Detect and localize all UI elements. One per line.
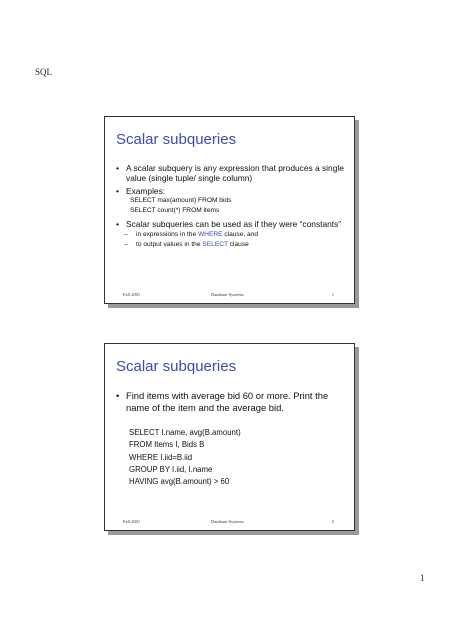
footer-date: Fall 2001	[123, 292, 141, 297]
dash-icon: –	[124, 231, 128, 238]
bullet-icon: •	[116, 219, 119, 229]
bullet-list	[116, 390, 344, 414]
page-header: SQL	[35, 67, 53, 77]
code-line: HAVING avg(B.amount) > 60	[129, 477, 230, 487]
bullet-item	[116, 163, 344, 183]
dash-icon: –	[124, 241, 128, 248]
sub-bullet-suffix: clause, and	[222, 231, 259, 238]
sub-bullet	[116, 230, 344, 240]
bullet-icon: •	[116, 390, 120, 401]
bullet-item	[116, 219, 344, 229]
sub-bullet-suffix: clause	[227, 241, 249, 248]
slide-1	[104, 116, 355, 304]
footer-slide-number: 2	[331, 519, 334, 524]
code-line: WHERE I.iid=B.iid	[129, 452, 193, 462]
sql-keyword: SELECT	[202, 241, 228, 248]
slide-title: Scalar subqueries	[116, 358, 237, 375]
page-number: 1	[420, 573, 425, 583]
sub-bullet-prefix: in expressions in the	[136, 231, 198, 238]
bullet-text: Examples:	[126, 186, 166, 196]
footer-date: Fall 2001	[123, 519, 141, 524]
code-line: SELECT I.name, avg(B.amount)	[129, 428, 241, 437]
footer-course: Database Systems	[211, 292, 244, 297]
bullet-text: Find items with average bid 60 or more. Print the name of the item and the average bid.	[126, 390, 329, 413]
sql-code-block	[129, 427, 241, 488]
bullet-item	[116, 186, 344, 196]
code-line: FROM Items I, Bids B	[129, 440, 205, 450]
slide-title: Scalar subqueries	[116, 131, 237, 148]
bullet-text: A scalar subquery is any expression that produces a single value (single tuple/ single column)	[126, 163, 344, 183]
code-line: SELECT count(*) FROM items	[130, 207, 220, 214]
footer-slide-number: 1	[331, 292, 334, 297]
sql-keyword: WHERE	[197, 231, 223, 238]
code-line: SELECT max(amount) FROM bids	[130, 197, 232, 204]
footer-course: Database Systems	[211, 519, 244, 524]
sub-bullet	[116, 240, 344, 250]
bullet-icon: •	[116, 163, 119, 173]
bullet-text: Scalar subqueries can be used as if they were “constants”	[126, 219, 342, 229]
bullet-list	[116, 163, 344, 250]
bullet-icon: •	[116, 186, 119, 196]
code-line: GROUP BY I.iid, I.name	[129, 464, 213, 474]
bullet-item	[116, 390, 344, 414]
slide-2	[104, 343, 355, 531]
sub-bullet-prefix: to output values in the	[136, 241, 203, 248]
